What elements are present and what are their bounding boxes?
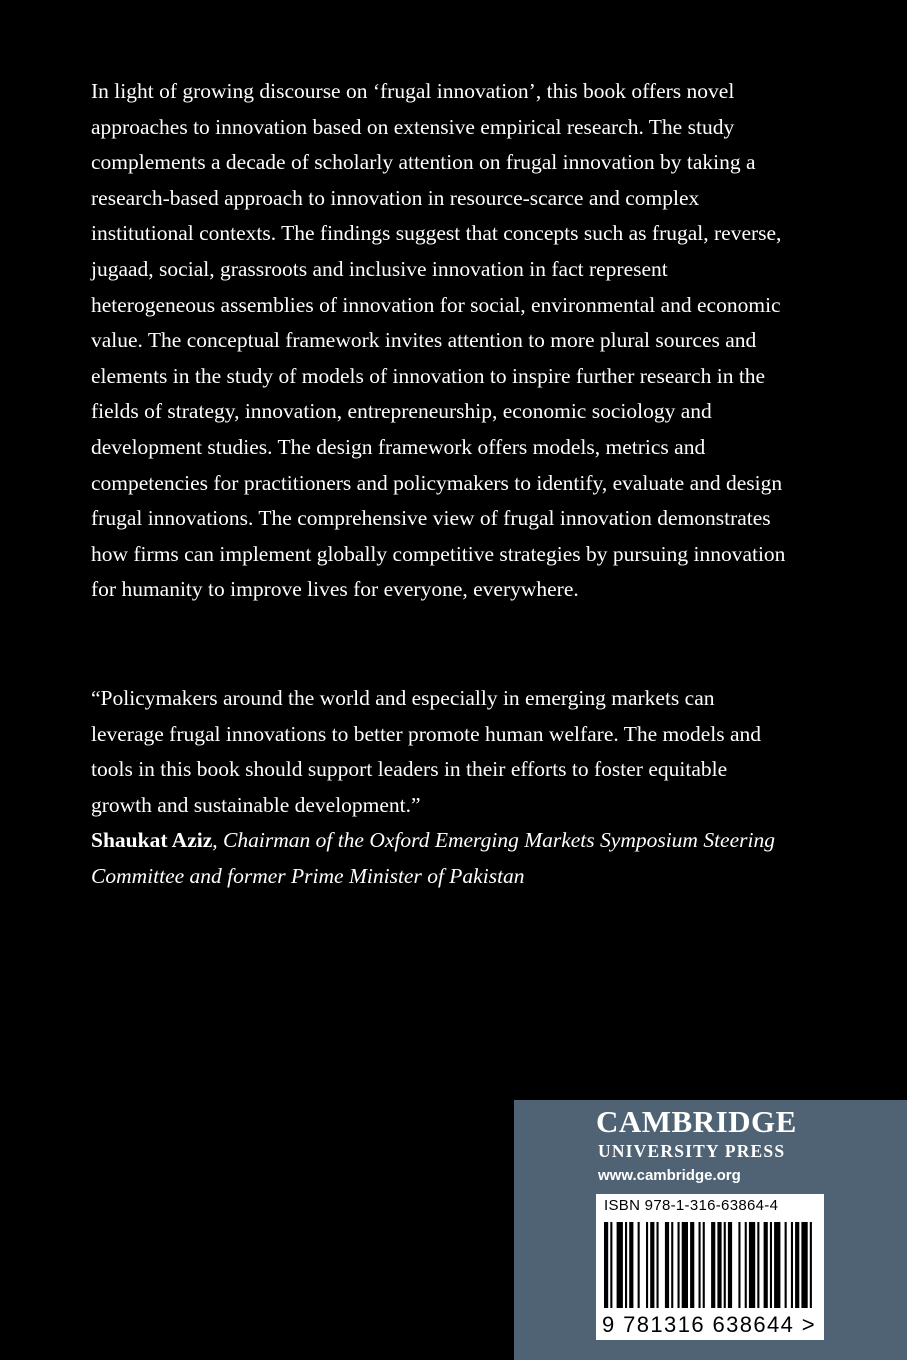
barcode-bar	[728, 1222, 732, 1308]
barcode-bar	[764, 1222, 768, 1308]
barcode-bar	[738, 1222, 740, 1308]
barcode-icon	[596, 1220, 824, 1340]
endorsement-attribution	[91, 823, 791, 894]
barcode-bar	[745, 1222, 747, 1308]
barcode-bar	[610, 1222, 612, 1308]
endorser-role: Chairman of the Oxford Emerging Markets Symposium Steering Committee and former Prime Minister of Pakistan	[91, 828, 775, 888]
barcode-bar	[629, 1222, 633, 1308]
barcode-bar	[711, 1222, 715, 1308]
barcode-bar	[646, 1222, 648, 1308]
publisher-panel	[514, 1100, 907, 1360]
barcode-bar	[638, 1222, 640, 1308]
barcode-bar	[657, 1222, 659, 1308]
barcode-bar	[699, 1222, 701, 1308]
barcode-bar	[678, 1222, 680, 1308]
publisher-logo-name: CAMBRIDGE	[596, 1104, 797, 1139]
barcode-bar	[665, 1222, 669, 1308]
barcode-bar	[791, 1222, 793, 1308]
barcode-bar	[801, 1222, 807, 1308]
barcode-bar	[724, 1222, 726, 1308]
barcode-box	[596, 1194, 824, 1340]
endorser-name: Shaukat Aziz	[91, 828, 213, 852]
barcode-bar	[703, 1222, 705, 1308]
barcode-bar	[650, 1222, 654, 1308]
barcode-bar	[717, 1222, 721, 1308]
isbn-label: ISBN 978-1-316-63864-4	[604, 1197, 779, 1214]
endorsement-quote: “Policymakers around the world and especially in emerging markets can leverage frugal innovations to better promote human welfare. The models and tools in this book should support leaders in their efforts to foster equitable growth and sustainable development.”	[91, 686, 762, 817]
barcode-digits: 9 781316 638644 >	[602, 1312, 817, 1337]
barcode-bar	[757, 1222, 759, 1308]
barcode-bar	[671, 1222, 673, 1308]
barcode-bar	[774, 1222, 780, 1308]
book-description: In light of growing discourse on ‘frugal innovation’, this book offers novel approaches to innovation based on extensive empirical research. The study complements a decade of scholarly attention on frugal innovation by taking a research-based approach to innovation in resource-scarce and complex institutional contexts. The findings suggest that concepts such as frugal, reverse, jugaad, social, grassroots and inclusive innovation in fact represent heterogeneous assemblies of innovation for social, environmental and economic value. The conceptual framework invites attention to more plural sources and elements in the study of models of innovation to inspire further research in the fields of strategy, innovation, entrepreneurship, economic sociology and development studies. The design framework offers models, metrics and competencies for practitioners and policymakers to identify, evaluate and design frugal innovations. The comprehensive view of frugal innovation demonstrates how firms can implement globally competitive strategies by pursuing innovation for humanity to improve lives for everyone, everywhere.	[91, 79, 786, 602]
barcode-bar	[785, 1222, 787, 1308]
barcode-bar	[604, 1222, 608, 1308]
barcode-bar	[625, 1222, 627, 1308]
barcode-bar	[690, 1222, 694, 1308]
barcode-bar	[795, 1222, 799, 1308]
barcode-bar	[810, 1222, 812, 1308]
attribution-separator: ,	[212, 828, 218, 852]
barcode-bar	[617, 1222, 623, 1308]
barcode-bar	[682, 1222, 688, 1308]
barcode-bar	[770, 1222, 772, 1308]
publisher-logo-subtitle: UNIVERSITY PRESS	[598, 1141, 786, 1161]
publisher-website: www.cambridge.org	[598, 1167, 741, 1184]
barcode-bar	[749, 1222, 755, 1308]
